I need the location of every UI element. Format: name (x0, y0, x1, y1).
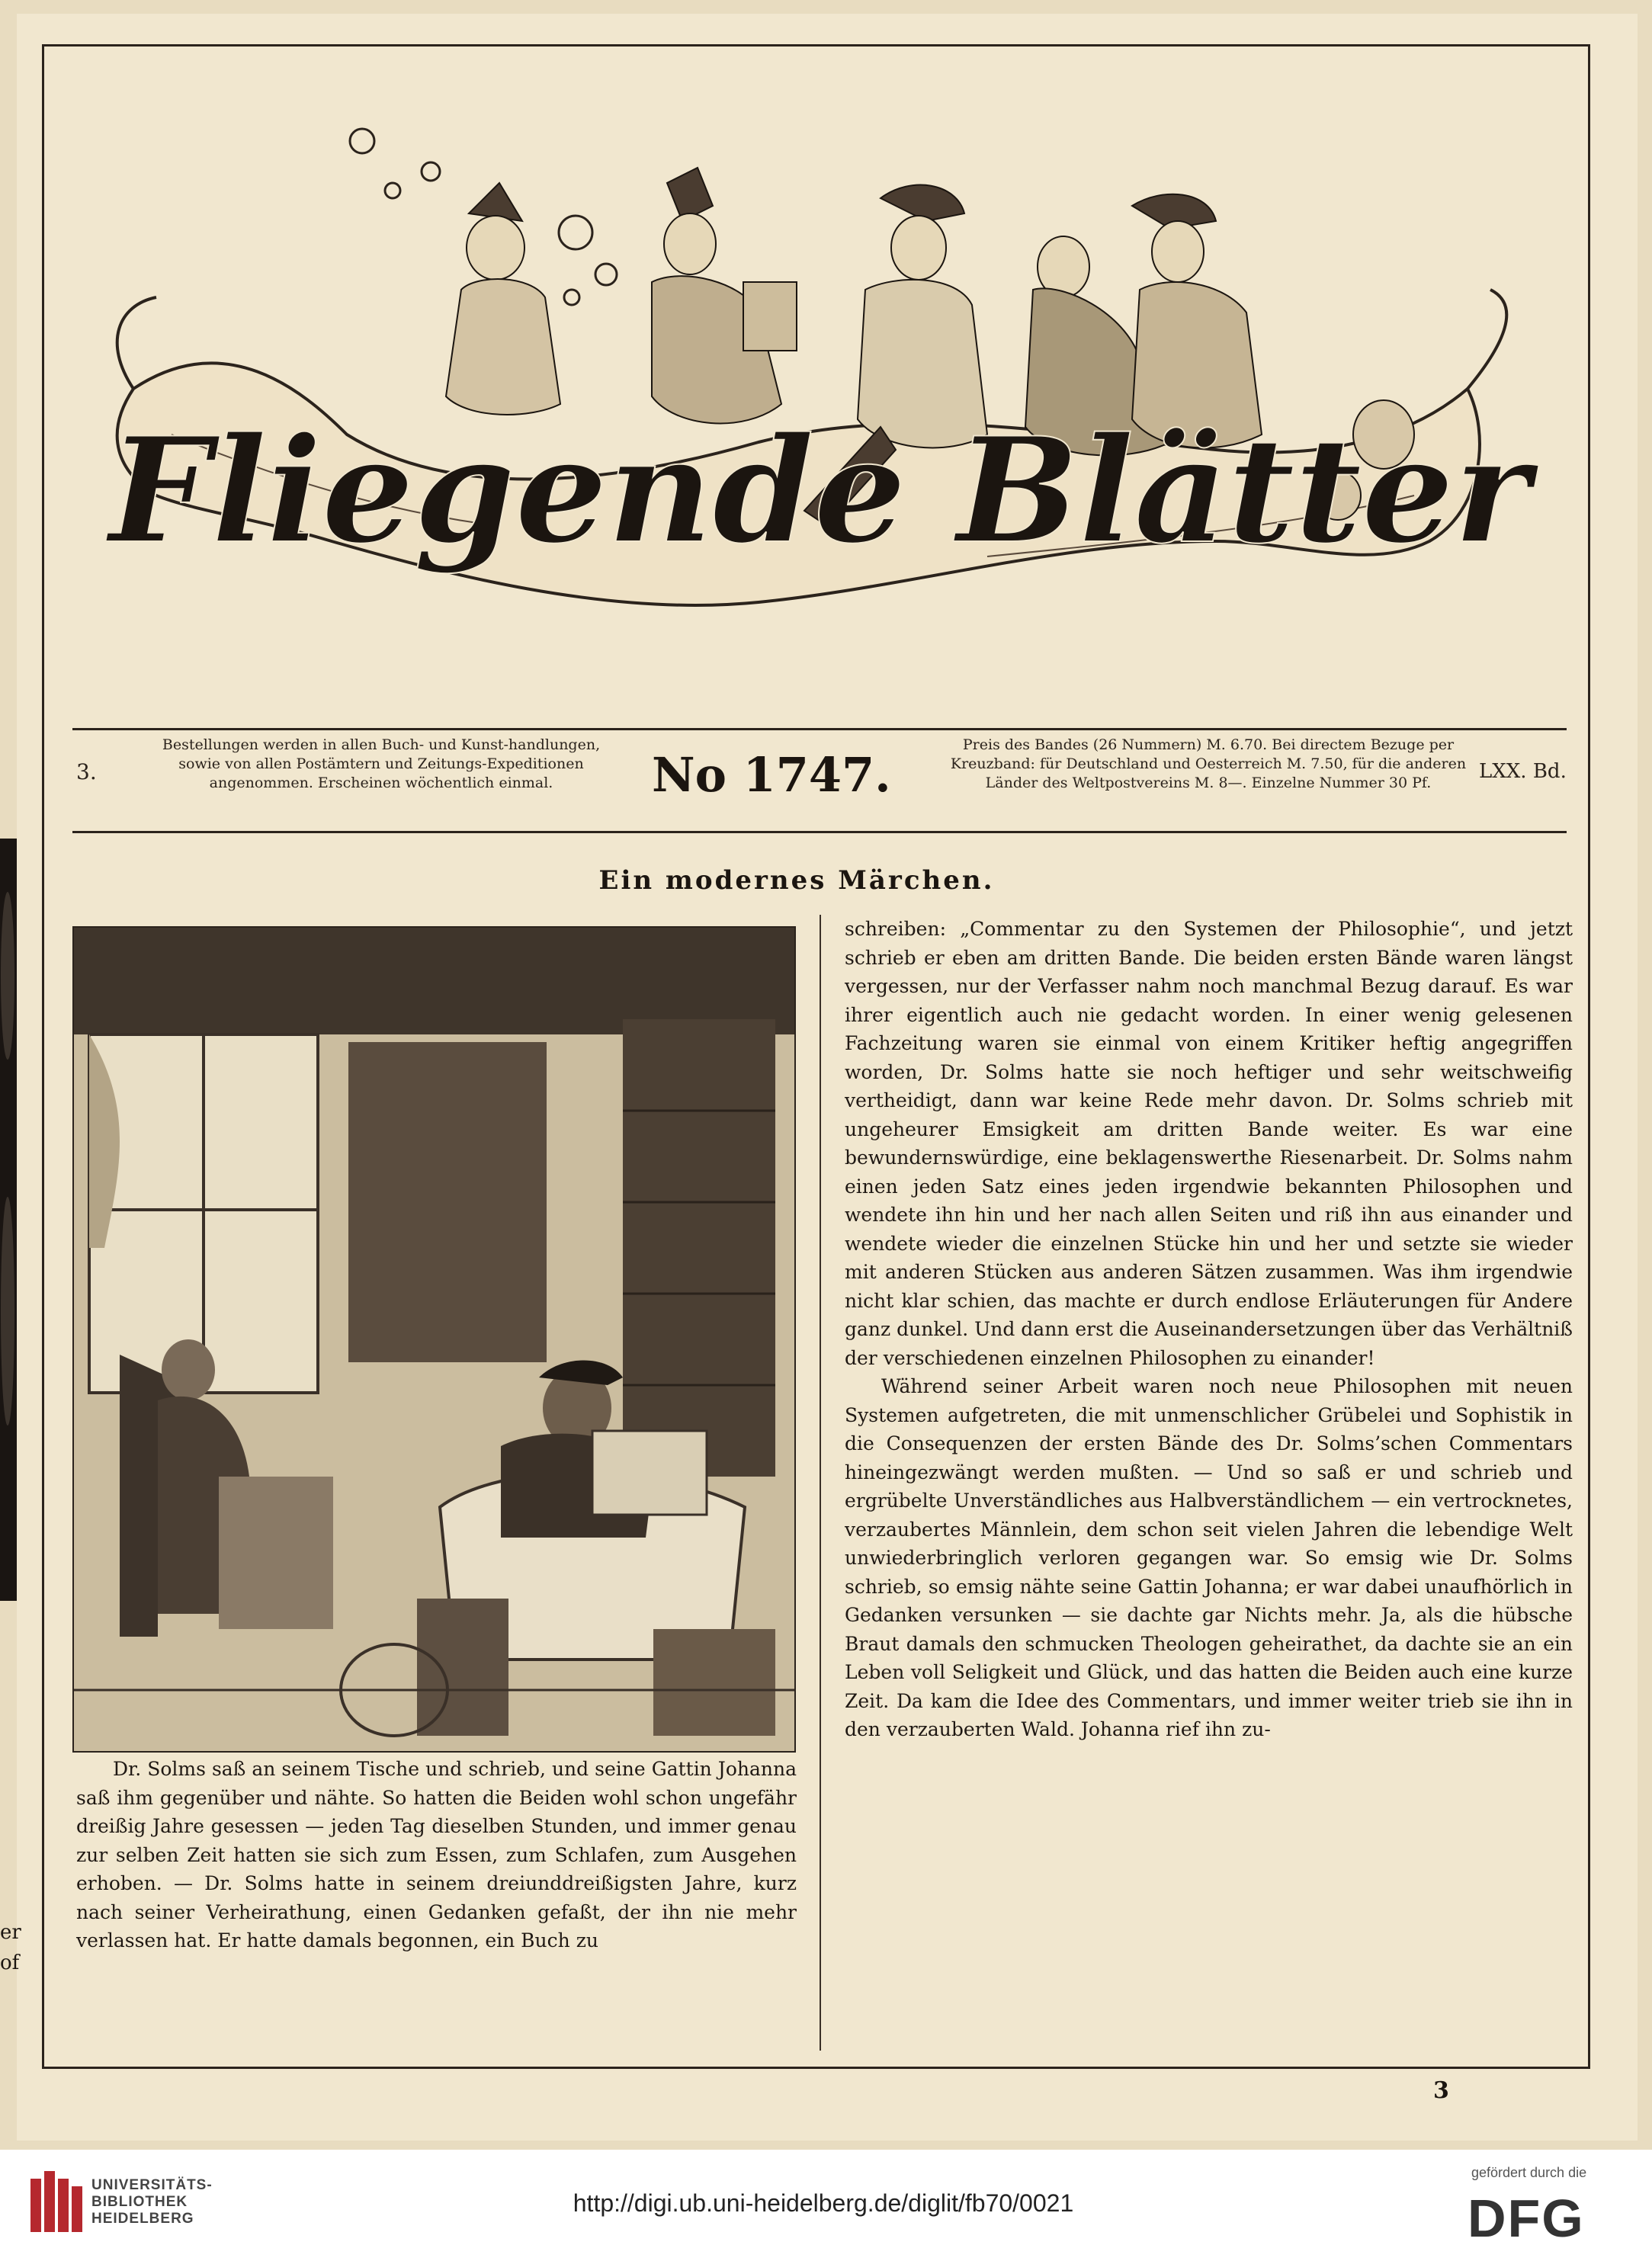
info-rule-bottom (72, 831, 1567, 833)
source-url-link[interactable]: http://digi.ub.uni-heidelberg.de/diglit/fb70/0021 (573, 2189, 1074, 2217)
spine-text: er of (0, 1921, 21, 1974)
masthead-title: Fliegende Blätter (108, 406, 1531, 576)
story-left-column (76, 1755, 797, 1955)
story-right-column (845, 915, 1573, 1744)
page-number: 3 (1433, 2077, 1449, 2104)
binding-spine (0, 839, 17, 1601)
digitization-footer (0, 2150, 1652, 2261)
library-name (91, 2177, 213, 2227)
story-title: Ein modernes Märchen. (598, 865, 995, 896)
price-info: Preis des Bandes (26 Nummern) M. 6.70. Bei directem Bezuge per Kreuzband: für Deutschland und Oesterreich M. 7.50, für die anderen Länder des Weltpostvereins M. 8—. Einzelne Nummer 30 Pf. (950, 736, 1467, 791)
column-separator (820, 915, 821, 2051)
library-line-1: UNIVERSITÄTS- (91, 2177, 213, 2193)
story-illustration (72, 926, 796, 1753)
library-line-3: HEIDELBERG (91, 2211, 194, 2227)
library-line-2: BIBLIOTHEK (91, 2194, 188, 2210)
ordering-info: Bestellungen werden in allen Buch- und Kunst-handlungen, sowie von allen Postämtern und Zeitungs-Expeditionen angenommen. Erscheinen wöchentlich einmal. (162, 736, 601, 791)
dfg-logo: DFG (1468, 2189, 1585, 2248)
volume-number: 3. (76, 759, 97, 784)
story-paragraph-3: Während seiner Arbeit waren noch neue Philosophen mit neuen Systemen aufgetreten, die mit unmenschlicher Grübelei und Sophistik in die Consequenzen der ersten Bände des Dr. Solms’schen Commentars hineingezwängt werden mußten. — Und so saß er und schrieb und ergrübelte Unverständliches aus Halbverständlichem — ein vertrocknetes, verzaubertes Männlein, dem schon seit vielen Jahren die lebendige Welt unwiederbringlich verloren gegangen war. So emsig wie Dr. Solms schrieb, so emsig nähte seine Gattin Johanna; er war dabei unaufhörlich in Gedanken versunken — sie dachte gar Nichts mehr. Ja, als die hübsche Braut damals den schmucken Theologen geheirathet, da dachte sie an ein Leben voll Seligkeit und Glück, und das hatten die Beiden auch eine kurze Zeit. Da kam die Idee des Commentars, und immer weiter trieb sie ihn in den verzauberten Wald. Johanna rief ihn zu- (845, 1375, 1573, 1740)
issue-number: No 1747. (652, 747, 891, 803)
story-paragraph-1: Dr. Solms saß an seinem Tische und schrieb, und seine Gattin Johanna saß ihm gegenüber und nähte. So hatten die Beiden wohl schon ungefähr dreißig Jahre gesessen — jeden Tag dieselben Stunden, und immer genau zur selben Zeit hatten sie sich zum Essen, zum Schlafen, zum Ausgehen erhoben. — Dr. Solms hatte in seinem dreiunddreißigsten Jahre, kurz nach seiner Verheirathung, einen Gedanken gefaßt, der ihn nie mehr verlassen hat. Er hatte damals begonnen, ein Buch zu (76, 1758, 797, 1952)
funding-caption: gefördert durch die (1471, 2165, 1587, 2180)
masthead (72, 114, 1567, 724)
info-rule-top (72, 728, 1567, 730)
library-logo-icon (30, 2171, 84, 2240)
masthead-illustration (72, 114, 1567, 709)
volume-band: LXX. Bd. (1479, 760, 1567, 783)
story-paragraph-2: schreiben: „Commentar zu den Systemen der Philosophie“, und jetzt schrieb er eben am dritten Bande. Die beiden ersten Bände waren längst vergessen, nur der Verfasser nahm noch manchmal Bezug darauf. Es war ihrer eigentlich auch nie gedacht worden. In einer wenig gelesenen Fachzeitung waren sie einmal von einem Kritiker heftig angegriffen worden, Dr. Solms hatte sie noch heftiger und sehr weitschweifig vertheidigt, dann war keine Rede mehr davon. Dr. Solms schrieb mit ungeheurer Emsigkeit am dritten Bande weiter. Es war eine bewundernswürdige, eine beklagenswerthe Riesenarbeit. Dr. Solms nahm einen jeden Satz eines jeden irgendwie bekannten Philosophen und wendete ihn hin und her nach allen Seiten und riß ihn aus einander und wendete wieder die einzelnen Stücke hin und her und setzte sie wieder mit anderen Stücken aus anderen Sätzen zusammen. Was ihm irgendwie nicht klar schien, das machte er durch endlose Erläuterungen für Andere ganz dunkel. Und dann erst die Auseinandersetzungen über das Verhältniß der verschiedenen einzelnen Philosophen zu einander! (845, 918, 1573, 1369)
